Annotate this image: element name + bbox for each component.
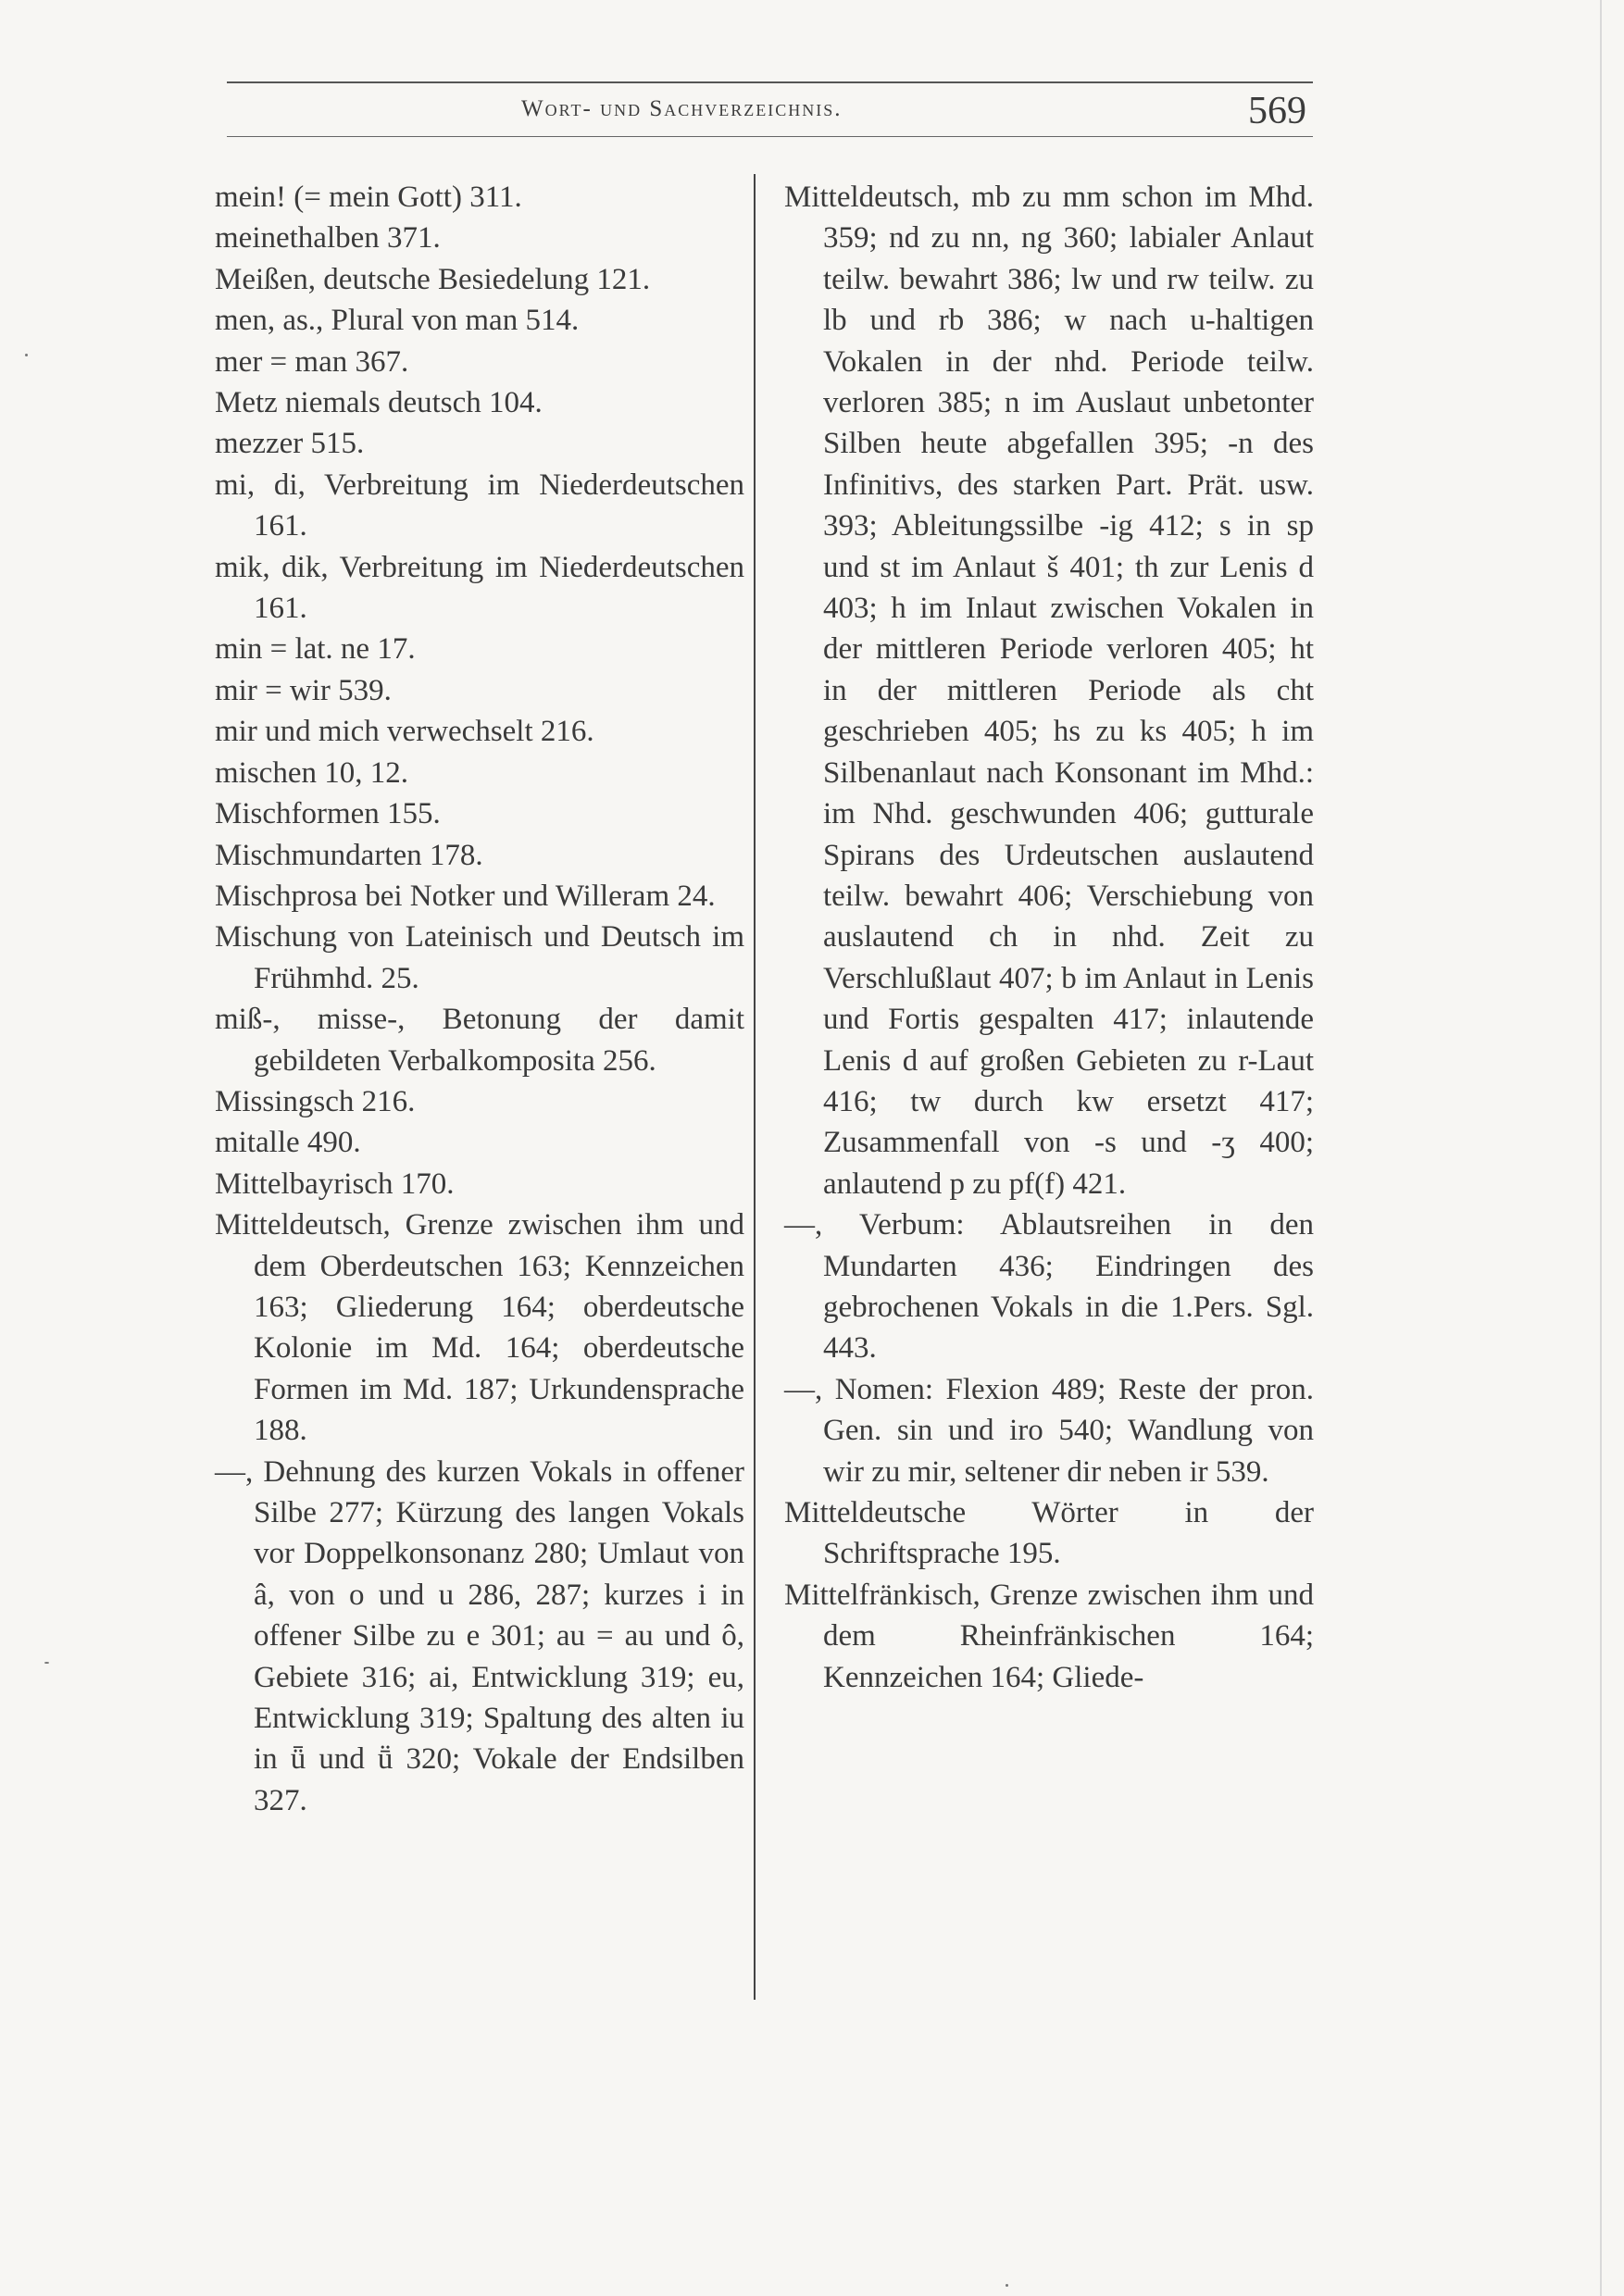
index-entry: —, Nomen: Flexion 489; Reste der pron. Gen. sin und iro 540; Wandlung von wir zu mir, seltener dir neben ir 539. bbox=[784, 1372, 1314, 1489]
page-edge-shadow bbox=[1600, 0, 1602, 2296]
index-entry: Mittelbayrisch 170. bbox=[215, 1167, 455, 1201]
index-entry: —, Verbum: Ablautsreihen in den Mundarten 436; Eindringen des gebrochenen Vokals in die 1.Pers. Sgl. 443. bbox=[784, 1208, 1314, 1366]
index-entry: Missingsch 216. bbox=[215, 1084, 416, 1118]
index-entry: Mitteldeutsch, mb zu mm schon im Mhd. 359; nd zu nn, ng 360; labialer Anlaut teilw. bewahrt 386; lw und rw teilw. zu lb und rb 386; w nach u-haltigen Vokalen in der nhd. Periode teilw. verloren 385; n im Auslaut unbetonter Silben heute abgefallen 395; -n des Infinitivs, des starken Part. Prät. usw. 393; Ableitungssilbe -ig 412; s in sp und st im Anlaut š 401; th zur Lenis d 403; h im Inlaut zwischen Vokalen in der mittleren Periode verloren 405; ht in der mittleren Periode als cht geschrieben 405; hs zu ks 405; h im Silbenanlaut nach Konsonant im Mhd.: im Nhd. geschwunden 406; gutturale Spirans des Urdeutschen auslautend teilw. bewahrt 406; Verschiebung von auslautend ch in nhd. Zeit zu Verschlußlaut 407; b im Anlaut in Lenis und Fortis gespalten 417; inlautende Lenis d auf großen Gebieten zu r-Laut 416; tw durch kw ersetzt 417; Zusammenfall von -s und -ʒ 400; anlautend p zu pf(f) 421. bbox=[784, 181, 1314, 1201]
index-entry: Mischmundarten 178. bbox=[215, 838, 483, 872]
page-number: 569 bbox=[1248, 90, 1306, 132]
index-entry: mischen 10, 12. bbox=[215, 755, 408, 790]
index-entry: meinethalben 371. bbox=[215, 221, 441, 256]
index-entry: min = lat. ne 17. bbox=[215, 632, 416, 667]
header-top-rule bbox=[227, 81, 1313, 83]
index-entry: Mittelfränkisch, Grenze zwischen ihm und dem Rheinfränkischen 164; Kennzeichen 164; Gliede- bbox=[784, 1578, 1314, 1694]
index-entry: men, as., Plural von man 514. bbox=[215, 304, 580, 338]
running-head: Wort- und Sachverzeichnis. bbox=[521, 96, 843, 121]
index-entry: mir = wir 539. bbox=[215, 673, 392, 707]
paper-speck bbox=[25, 354, 28, 356]
index-column-left bbox=[215, 177, 744, 1821]
index-entry: Mischformen 155. bbox=[215, 797, 441, 831]
index-entry: mir und mich verwechselt 216. bbox=[215, 715, 594, 749]
index-entry: Mitteldeutsche Wörter in der Schriftsprache 195. bbox=[784, 1496, 1314, 1571]
index-entry: mein! (= mein Gott) 311. bbox=[215, 181, 522, 214]
index-entry: mezzer 515. bbox=[215, 427, 365, 461]
paper-speck bbox=[1006, 2284, 1008, 2287]
index-entry: miß-, misse-, Betonung der damit gebildeten Verbalkomposita 256. bbox=[215, 1003, 744, 1078]
index-entry: Meißen, deutsche Besiedelung 121. bbox=[215, 262, 651, 296]
column-divider bbox=[754, 174, 756, 2000]
index-entry: mi, di, Verbreitung im Niederdeutschen 161. bbox=[215, 468, 744, 543]
index-entry: Metz niemals deutsch 104. bbox=[215, 386, 543, 420]
index-entry: Mitteldeutsch, Grenze zwischen ihm und dem Oberdeutschen 163; Kennzeichen 163; Gliederung 164; oberdeutsche Kolonie im Md. 164; oberdeutsche Formen im Md. 187; Urkundensprache 188. bbox=[215, 1208, 744, 1448]
header-bottom-rule bbox=[227, 136, 1313, 137]
index-entry: mitalle 490. bbox=[215, 1126, 361, 1160]
index-entry: mik, dik, Verbreitung im Niederdeutschen 161. bbox=[215, 550, 744, 626]
index-entry: Mischung von Lateinisch und Deutsch im Frühmhd. 25. bbox=[215, 920, 744, 995]
index-entry: Mischprosa bei Notker und Willeram 24. bbox=[215, 879, 716, 913]
paper-speck bbox=[44, 1662, 49, 1664]
index-entry: mer = man 367. bbox=[215, 344, 409, 379]
index-entry: —, Dehnung des kurzen Vokals in offener Silbe 277; Kürzung des langen Vokals vor Doppelkonsonanz 280; Umlaut von â, von o und u 286, 287; kurzes i in offener Silbe zu e 301; au = au und ô, Gebiete 316; ai, Entwicklung 319; eu, Entwicklung 319; Spaltung des alten iu in ǖ und ṻ 320; Vokale der Endsilben 327. bbox=[215, 1454, 744, 1817]
index-column-right bbox=[784, 177, 1314, 1698]
